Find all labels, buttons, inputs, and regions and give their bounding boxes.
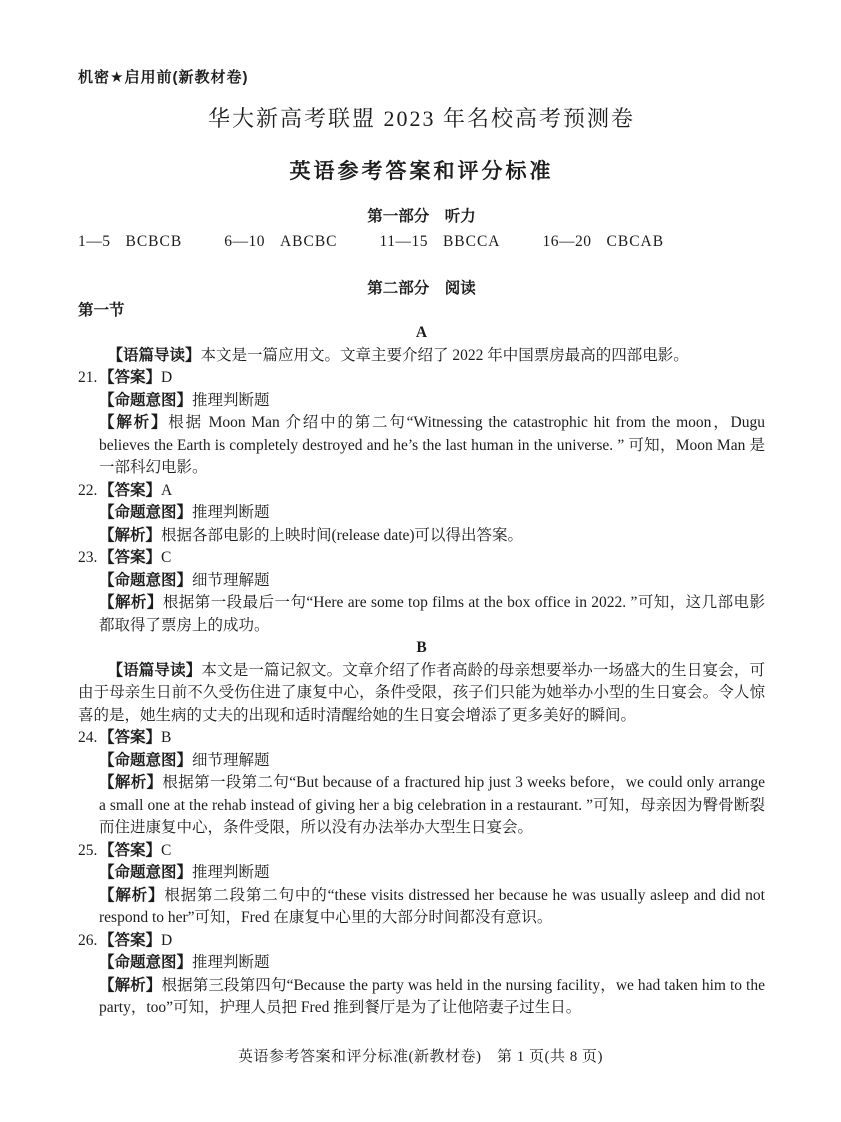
answer-tag: 【答案】 [99,481,162,499]
analysis-tag: 【解析】 [99,774,163,791]
question-item-24 [78,727,765,840]
answer-tag: 【答案】 [99,841,162,859]
question-number: 26. [78,931,98,949]
answer-line [78,930,765,953]
passage-b-label: B [416,639,427,656]
intent-line [78,952,765,975]
question-item-23 [78,547,765,637]
answer-range: 1—5 [78,233,111,250]
intent-tag: 【命题意图】 [99,864,193,881]
answer-field [99,840,171,863]
analysis-tag: 【解析】 [99,976,162,994]
intent-text: 推理判断题 [192,954,270,971]
answer-tag: 【答案】 [99,369,162,386]
answer-line [78,547,765,570]
answer-letters: CBCAB [606,233,665,250]
answer-letters: BCBCB [125,233,183,250]
answer-field [99,367,172,390]
analysis-text: 根据第一段最后一句“Here are some top films at the box office in 2022. ”可知，这几部电影都取得了票房上的成功。 [99,594,765,634]
intent-text: 推理判断题 [192,864,270,881]
answer-line [78,480,765,503]
answer-value: B [161,729,172,746]
answer-range: 16—20 [542,233,592,250]
answer-field [99,547,171,570]
intent-tag: 【命题意图】 [99,954,193,971]
answer-group [543,231,665,253]
answer-line [78,840,765,863]
intro-text: 本文是一篇应用文。文章主要介绍了 2022 年中国票房最高的四部电影。 [200,346,689,364]
intent-tag: 【命题意图】 [99,571,193,589]
intent-line [78,390,765,413]
question-item-21 [78,367,765,480]
analysis-tag: 【解析】 [99,594,163,611]
intro-tag: 【语篇导读】 [107,346,201,364]
intent-line [78,570,765,593]
intent-line [78,862,765,885]
analysis-text: 根据第三段第四句“Because the party was held in the nursing facility，we had taken him to the party，too”可知，护理人员把 Fred 推到餐厅是为了让他陪妻子过生日。 [99,976,765,1016]
intent-text: 细节理解题 [192,751,270,769]
analysis-text: 根据 Moon Man 介绍中的第二句“Witnessing the catastrophic hit from the moon，Dugu believes the Earth is completely destroyed and he’s the last human in the universe. ” 可知，Moon Man 是一部科幻电影。 [99,414,765,476]
analysis-line [78,772,765,840]
question-number: 25. [78,841,98,859]
listening-answer-key [78,231,765,253]
answer-value: D [161,931,173,949]
answer-field [99,930,172,953]
analysis-tag: 【解析】 [99,526,162,544]
passage-a-intro [78,345,765,368]
answer-letters: ABCBC [279,233,338,250]
analysis-line [78,525,765,548]
intent-text: 推理判断题 [192,504,270,521]
answer-value: A [161,481,173,499]
intent-line [78,750,765,773]
question-number: 22. [78,481,98,499]
intent-text: 推理判断题 [192,391,270,409]
answer-group [224,231,337,253]
analysis-tag: 【解析】 [99,414,169,431]
answer-tag: 【答案】 [99,729,162,746]
page-subtitle: 英语参考答案和评分标准 [289,160,554,183]
page-footer: 英语参考答案和评分标准(新教材卷) 第 1 页(共 8 页) [238,1049,603,1065]
intent-tag: 【命题意图】 [99,504,193,521]
answer-group [78,231,182,253]
answer-value: C [161,841,172,859]
intent-tag: 【命题意图】 [99,751,193,769]
page-title: 华大新高考联盟 2023 年名校高考预测卷 [207,106,635,131]
intent-text: 细节理解题 [192,571,270,589]
answer-line [78,367,765,390]
answer-range: 11—15 [379,233,428,250]
question-number: 21. [78,369,98,386]
answer-letters: BBCCA [442,233,501,250]
answer-line [78,727,765,750]
analysis-text: 根据第二段第二句中的“these visits distressed her because he was usually asleep and did not respond to her”可知，Fred 在康复中心里的大部分时间都没有意识。 [99,886,765,926]
analysis-line [78,592,765,637]
analysis-text: 根据第一段第二句“But because of a fractured hip just 3 weeks before，we could only arrange a small one at the rehab instead of giving her a big celebration in a restaurant. ”可知，母亲因为臀骨断裂而住进康复中心，条件受限，所以没有办法举办大型生日宴会。 [99,774,765,836]
answer-field [99,480,172,503]
intro-text: 本文是一篇记叙文。文章介绍了作者高龄的母亲想要举办一场盛大的生日宴会，可由于母亲生日前不久受伤住进了康复中心，条件受限，孩子们只能为她举办小型的生日宴会。令人惊喜的是，她生病的丈夫的出现和适时清醒给她的生日宴会增添了更多美好的瞬间。 [78,661,765,724]
question-number: 23. [78,549,98,566]
section1-label: 第一节 [78,302,125,319]
passage-b-intro [78,660,765,728]
classification-label: 机密★启用前(新教材卷) [78,69,249,86]
question-item-25 [78,840,765,930]
answer-tag: 【答案】 [99,549,162,566]
analysis-line [78,975,765,1020]
answer-field [99,727,171,750]
answer-range: 6—10 [224,233,265,250]
page-content [78,0,765,1020]
part2-heading: 第二部分 阅读 [367,280,476,297]
analysis-line [78,885,765,930]
answer-group [380,231,501,253]
question-number: 24. [78,729,98,746]
question-item-26 [78,930,765,1020]
part1-heading: 第一部分 听力 [367,208,476,225]
question-item-22 [78,480,765,548]
answer-tag: 【答案】 [99,931,162,949]
intro-tag: 【语篇导读】 [107,661,202,679]
analysis-text: 根据各部电影的上映时间(release date)可以得出答案。 [161,526,524,544]
analysis-line [78,412,765,480]
answer-value: C [161,549,172,566]
analysis-tag: 【解析】 [99,886,165,904]
passage-a-label: A [415,324,428,341]
intent-line [78,502,765,525]
answer-value: D [161,369,173,386]
intent-tag: 【命题意图】 [99,391,193,409]
